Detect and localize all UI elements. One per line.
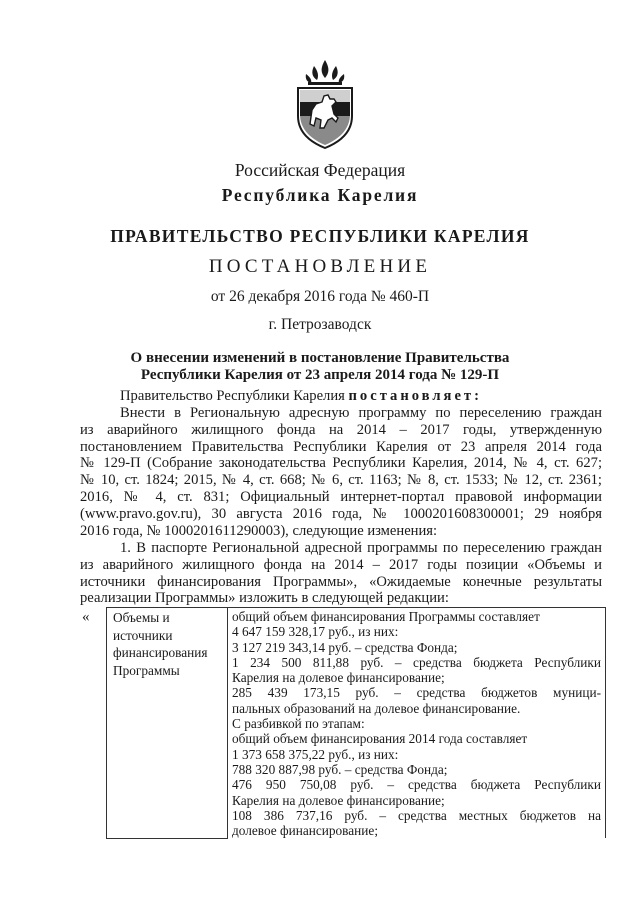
content-line: Карелия на долевое финансирование; xyxy=(232,792,445,808)
content-line: 476 950 750,08 руб. – средства бюджета Республики xyxy=(232,777,601,793)
body-paragraph xyxy=(80,405,602,539)
content-line: 1 373 658 375,22 руб., из них: xyxy=(232,746,399,762)
date-and-number: от 26 декабря 2016 года № 460-П xyxy=(210,288,430,305)
item-1-paragraph xyxy=(80,540,602,607)
content-line: 788 320 887,98 руб. – средства Фонда; xyxy=(232,761,448,777)
item-line: 1. В паспорте Региональной адресной программы по переселению граждан xyxy=(120,540,602,556)
decree-word: постановляет: xyxy=(348,388,482,404)
body-line: (www.pravo.gov.ru), 30 августа 2016 года, № 1000201608300001; 29 ноября xyxy=(80,505,602,522)
content-line: Карелия на долевое финансирование; xyxy=(232,670,445,686)
body-line: № 129-П (Собрание законодательства Республики Карелия, 2014, № 4, ст. 627; xyxy=(80,455,602,472)
subject-line: Республики Карелия от 23 апреля 2014 года № 129-П xyxy=(140,367,500,383)
item-line: реализации Программы» изложить в следующей редакции: xyxy=(80,590,449,607)
body-line: Внести в Региональную адресную программу по переселению граждан xyxy=(120,405,602,421)
program-funding-table xyxy=(106,607,606,839)
body-line: № 10, ст. 1824; 2015, № 4, ст. 668; № 6, ст. 1163; № 8, ст. 1533; № 12, ст. 2361; xyxy=(80,472,602,489)
republic-name: Республика Карелия xyxy=(221,185,419,205)
body-line: постановлением Правительства Республики Карелия от 23 апреля 2014 года xyxy=(80,438,602,455)
table-row xyxy=(107,608,606,839)
content-line: 285 439 173,15 руб. – средства бюджетов муници- xyxy=(232,685,601,701)
label-line: Программы xyxy=(113,662,180,678)
label-line: источники xyxy=(113,627,173,643)
body-line: из аварийного жилищного фонда на 2014 – 2017 годы, утвержденную xyxy=(80,421,602,438)
city: г. Петрозаводск xyxy=(268,316,372,333)
opening-quote-mark: « xyxy=(82,609,90,625)
content-line: 1 234 500 811,88 руб. – средства бюджета Республики xyxy=(232,654,601,670)
body-line: 2016 года, № 1000201611290003), следующие изменения: xyxy=(80,522,438,539)
country-name: Российская Федерация xyxy=(234,160,406,180)
content-line: 4 647 159 328,17 руб., из них: xyxy=(232,624,399,640)
subject-line: О внесении изменений в постановление Правительства xyxy=(130,350,510,366)
label-line: Объемы и xyxy=(113,610,170,625)
content-line: пальных образований на долевое финансирование. xyxy=(232,700,521,716)
content-line: общий объем финансирования 2014 года составляет xyxy=(232,731,528,747)
decree-intro xyxy=(80,388,602,405)
label-line: финансирования xyxy=(113,645,208,660)
body-line: 2016, № 4, ст. 831; Официальный интернет-портал правовой информации xyxy=(80,488,602,505)
karelia-coat-of-arms-icon xyxy=(294,58,356,150)
content-line: С разбивкой по этапам: xyxy=(232,716,365,732)
table-content-cell xyxy=(228,608,606,839)
item-line: из аварийного жилищного фонда на 2014 – 2017 годы позиции «Объемы и xyxy=(80,556,602,573)
content-line: 3 127 219 343,14 руб. – средства Фонда; xyxy=(232,639,458,655)
intro-prefix: Правительство Республики Карелия xyxy=(120,388,349,404)
authority-name: ПРАВИТЕЛЬСТВО РЕСПУБЛИКИ КАРЕЛИЯ xyxy=(110,226,530,246)
document-type: ПОСТАНОВЛЕНИЕ xyxy=(208,256,432,277)
item-line: источники финансирования Программы», «Ожидаемые конечные результаты xyxy=(80,573,602,590)
content-line: общий объем финансирования Программы составляет xyxy=(232,609,540,624)
document-subject xyxy=(0,350,640,384)
table-label-cell xyxy=(107,608,228,839)
content-line: долевое финансирование; xyxy=(232,823,379,839)
content-line: 108 386 737,16 руб. – средства местных бюджетов на xyxy=(232,807,601,823)
